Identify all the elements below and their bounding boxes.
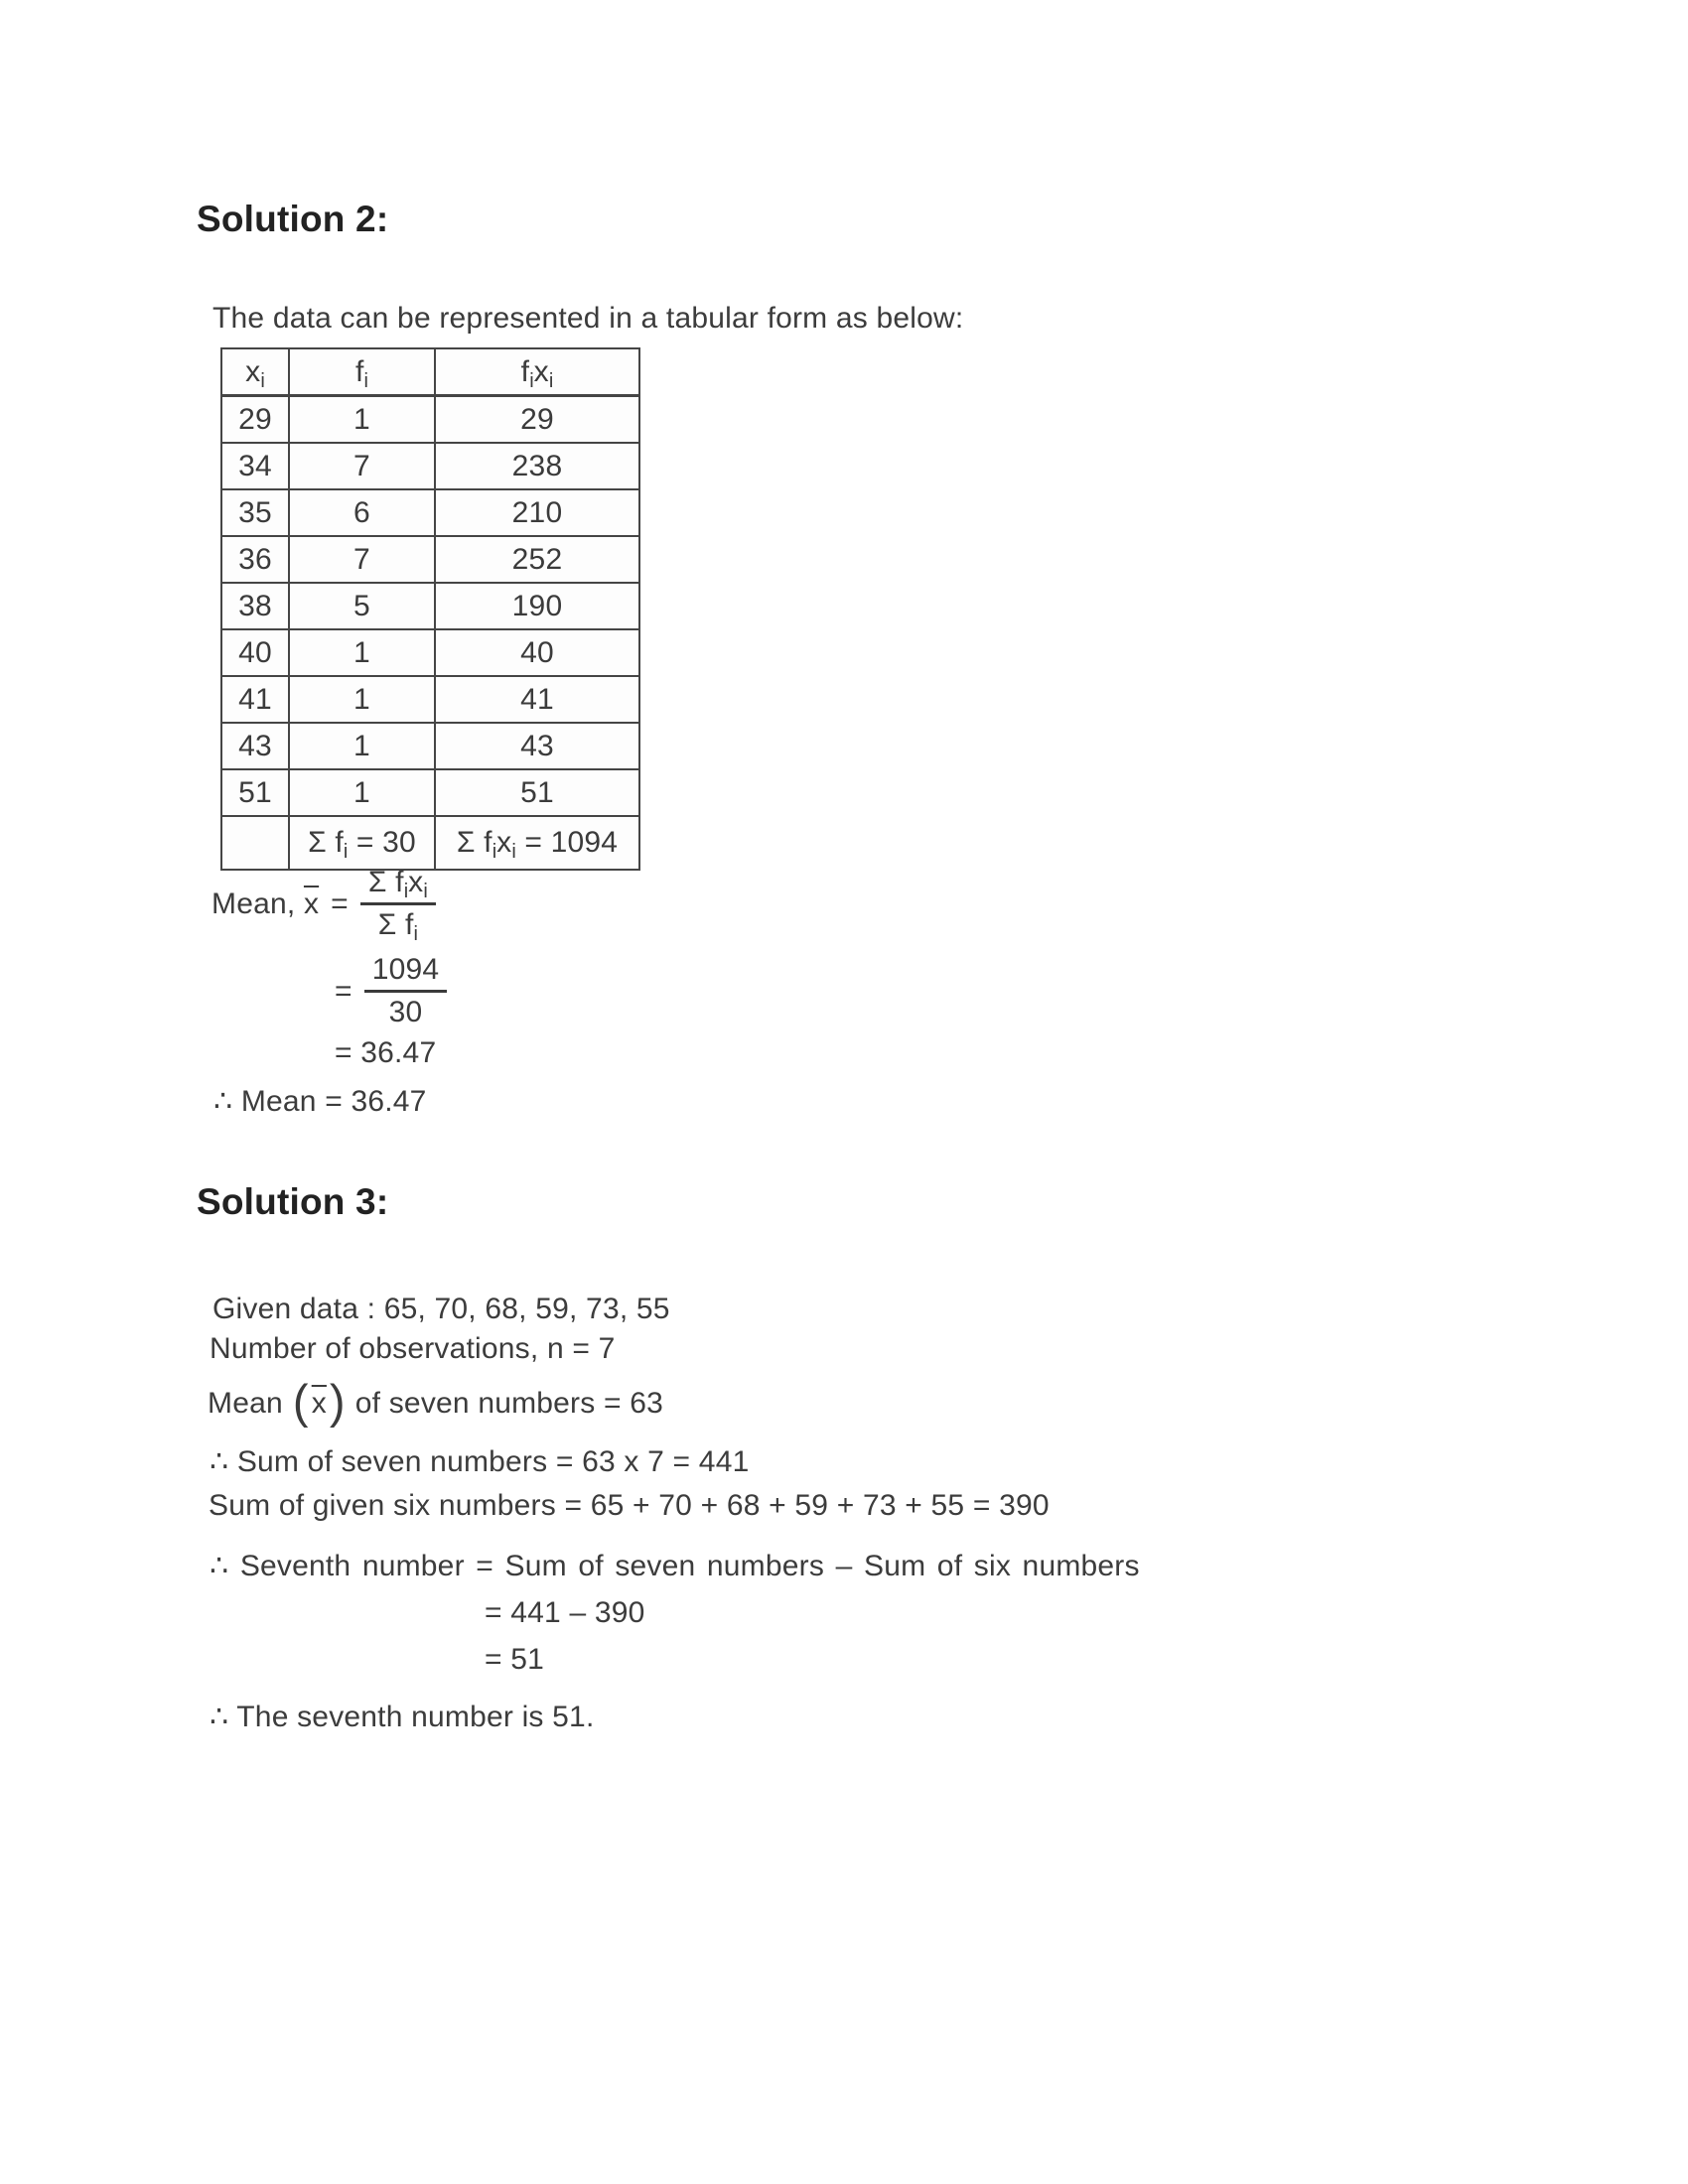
table-cell: 51 [221,769,289,816]
calc-step1: = 441 – 390 [485,1596,645,1629]
table-header-fi: $f_i$ [289,348,435,396]
table-cell: 40 [221,629,289,676]
table-cell: 34 [221,443,289,489]
table-row [221,396,639,444]
table-cell-sum-fixi: Σ $f_ix_i = 1094$ [435,816,639,870]
table-cell: 6 [289,489,435,536]
table-header-fixi: $f_ix_i$ [435,348,639,396]
fraction-sigma [360,866,436,945]
table-cell: 1 [289,723,435,769]
table-header-xi: $x_i$ [221,348,289,396]
mean-word: Mean [208,1386,283,1420]
table-cell: 190 [435,583,639,629]
table-row [221,536,639,583]
mean-xbar-line [208,1375,664,1428]
table-row [221,676,639,723]
close-paren: ) [329,1375,346,1428]
table-cell: 238 [435,443,639,489]
table-cell: 36 [221,536,289,583]
table-row [221,583,639,629]
xbar-symbol: $\overline{x}$ [311,1386,327,1420]
table-body [221,396,639,817]
fraction-numeric [364,953,448,1029]
table-cell: 1 [289,396,435,444]
table-row [221,769,639,816]
table-row [221,443,639,489]
table-cell: 1 [289,629,435,676]
table-cell: 1 [289,769,435,816]
sum-six-text: Sum of given six numbers = 65 + 70 + 68 + 59 + 73 + 55 = 390 [209,1489,1050,1522]
mean-formula-row [211,866,436,945]
table-cell: 210 [435,489,639,536]
table-cell: 43 [221,723,289,769]
table-cell: 43 [435,723,639,769]
table-header-row [221,348,639,396]
observations-text: Number of observations, n = 7 [210,1332,616,1365]
table-cell: 7 [289,536,435,583]
solution2-intro-text: The data can be represented in a tabular form as below: [212,302,964,335]
table-row [221,629,639,676]
table-sum-row [221,816,639,870]
table-cell: 29 [435,396,639,444]
calc-step2: = 51 [485,1643,545,1676]
fraction-denominator: 30 [388,996,423,1028]
table-row [221,489,639,536]
fraction-denominator: Σ $f_i$ [377,908,418,945]
mean-step2-row [335,953,447,1029]
given-data-text: Given data : 65, 70, 68, 59, 73, 55 [212,1293,670,1325]
table-row [221,723,639,769]
mean-conclusion: ∴ Mean = 36.47 [213,1085,427,1118]
table-cell: 252 [435,536,639,583]
table-cell-sum-fi: Σ $f_i = 30$ [289,816,435,870]
seventh-number-text: ∴ Seventh number = Sum of seven numbers – Sum of six numbers [210,1550,1140,1582]
mean-step3: = 36.47 [335,1036,437,1069]
mean-line-rest: of seven numbers = 63 [354,1386,664,1420]
table-cell: 38 [221,583,289,629]
solution2-heading: Solution 2: [197,199,389,239]
fraction-numerator: Σ $f_ix_i$ [360,866,436,905]
table-cell: 35 [221,489,289,536]
frequency-table [220,347,640,871]
table-cell: 1 [289,676,435,723]
table-cell: 7 [289,443,435,489]
table-cell: 41 [221,676,289,723]
fraction-numerator: 1094 [364,953,448,993]
mean-label: Mean, $\overline{x}$ [211,887,320,920]
table-cell: 29 [221,396,289,444]
table-cell: 41 [435,676,639,723]
table-cell-blank [221,816,289,870]
solution3-conclusion: ∴ The seventh number is 51. [210,1701,595,1733]
solution3-heading: Solution 3: [197,1181,389,1222]
sum-seven-text: ∴ Sum of seven numbers = 63 x 7 = 441 [210,1445,750,1478]
table-cell: 51 [435,769,639,816]
equals-sign: = [335,974,352,1008]
open-paren: ( [292,1375,309,1428]
table-cell: 40 [435,629,639,676]
table-cell: 5 [289,583,435,629]
equals-sign: = [331,887,349,920]
